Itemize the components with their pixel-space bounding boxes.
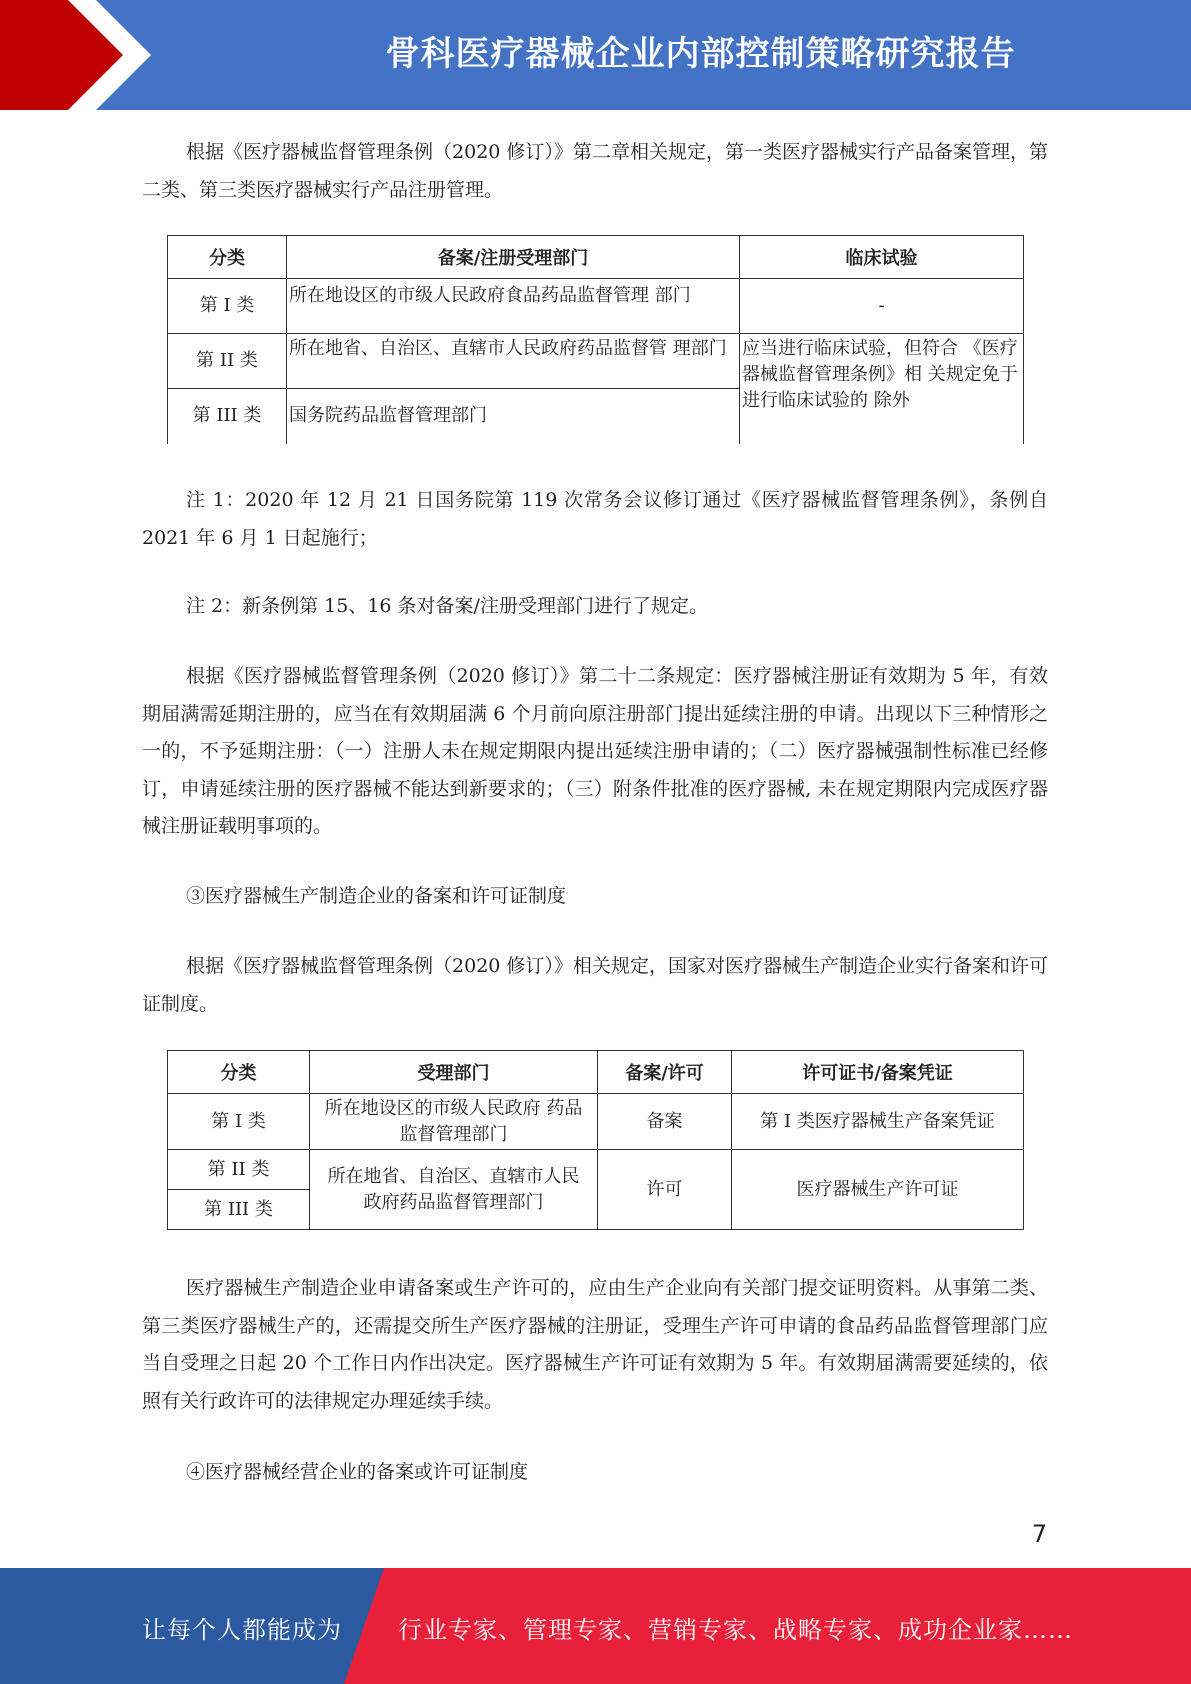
- table-cell: 第 III 类: [168, 1190, 310, 1230]
- table-row: [168, 279, 1024, 334]
- table-header-cell: 分类: [168, 236, 287, 279]
- table-cell: 第 I 类: [168, 1094, 310, 1150]
- table-row: [168, 334, 1024, 389]
- section-heading-distribution: ④医疗器械经营企业的备案或许可证制度: [186, 1461, 529, 1483]
- header-banner: [0, 0, 1191, 110]
- note-2: 注 2：新条例第 15、16 条对备案/注册受理部门进行了规定。: [186, 595, 708, 617]
- table-cell-merged: 所在地省、自治区、直辖市人民政府药品监督管理部门: [310, 1150, 598, 1230]
- header-arrow-decoration: [0, 0, 170, 110]
- footer-banner: [0, 1568, 1191, 1684]
- table-header-cell: 许可证书/备案凭证: [732, 1051, 1024, 1094]
- footer-slogan-left: 让每个人都能成为: [142, 1616, 342, 1644]
- page-number: 7: [1031, 1520, 1047, 1548]
- table-header-cell: 备案/许可: [598, 1051, 732, 1094]
- table-header-cell: 备案/注册受理部门: [287, 236, 740, 279]
- section-heading-production: ③医疗器械生产制造企业的备案和许可证制度: [186, 885, 567, 907]
- table-cell-merged: 应当进行临床试验，但符合 《医疗器械监督管理条例》相 关规定免于进行临床试验的 除外: [740, 334, 1024, 444]
- paragraph-production-system: 根据《医疗器械监督管理条例（2020 修订）》相关规定，国家对医疗器械生产制造企业实行备案和许可证制度。: [142, 955, 1048, 1015]
- table-header-cell: 受理部门: [310, 1051, 598, 1094]
- paragraph-renewal-rules: 根据《医疗器械监督管理条例（2020 修订）》第二十二条规定：医疗器械注册证有效期为 5 年，有效期届满需延期注册的，应当在有效期届满 6 个月前向原注册部门提出延续注册的申请。出现以下三种情形之一的，不予延期注册：（一）注册人未在规定期限内提出延续注册申请的；（二）医疗器械强制性标准已经修订，申请延续注册的医疗器械不能达到新要求的；（三）附条件批准的医疗器械, 未在规定期限内完成医疗器械注册证载明事项的。: [142, 665, 1048, 837]
- table-cell: 第 II 类: [168, 334, 287, 389]
- table-cell: 第 II 类: [168, 1150, 310, 1190]
- footer-slogan-right: 行业专家、管理专家、营销专家、战略专家、成功企业家……: [398, 1616, 1073, 1644]
- table-cell: 所在地设区的市级人民政府 药品监督管理部门: [310, 1094, 598, 1150]
- table-header-cell: 临床试验: [740, 236, 1024, 279]
- table-row: [168, 1150, 1024, 1190]
- paragraph-production-application: 医疗器械生产制造企业申请备案或生产许可的，应由生产企业向有关部门提交证明资料。从事第二类、第三类医疗器械生产的，还需提交所生产医疗器械的注册证，受理生产许可申请的食品药品监督管理部门应当自受理之日起 20 个工作日内作出决定。医疗器械生产许可证有效期为 5 年。有效期届满需要延续的，依照有关行政许可的法律规定办理延续手续。: [142, 1277, 1048, 1412]
- table-cell: -: [740, 279, 1024, 334]
- table-cell: 所在地设区的市级人民政府食品药品监督管理 部门: [287, 279, 740, 334]
- table-header-row: [168, 1051, 1024, 1094]
- production-license-table: [167, 1050, 1024, 1230]
- table-cell: 第 I 类: [168, 279, 287, 334]
- table-cell-merged: 许可: [598, 1150, 732, 1230]
- note-1: 注 1：2020 年 12 月 21 日国务院第 119 次常务会议修订通过《医疗器械监督管理条例》，条例自 2021 年 6 月 1 日起施行；: [142, 489, 1048, 549]
- table-cell: 国务院药品监督管理部门: [287, 389, 740, 444]
- table-cell-merged: 医疗器械生产许可证: [732, 1150, 1024, 1230]
- report-title: 骨科医疗器械企业内部控制策略研究报告: [385, 34, 1016, 74]
- paragraph-registration-rules: 根据《医疗器械监督管理条例（2020 修订）》第二章相关规定，第一类医疗器械实行产品备案管理，第二类、第三类医疗器械实行产品注册管理。: [142, 141, 1048, 201]
- table-cell: 备案: [598, 1094, 732, 1150]
- registration-table: [167, 235, 1024, 444]
- table-cell: 第 I 类医疗器械生产备案凭证: [732, 1094, 1024, 1150]
- table-header-row: [168, 236, 1024, 279]
- table-cell: 第 III 类: [168, 389, 287, 444]
- table-header-cell: 分类: [168, 1051, 310, 1094]
- table-cell: 所在地省、自治区、直辖市人民政府药品监督管 理部门: [287, 334, 740, 389]
- table-row: [168, 1094, 1024, 1150]
